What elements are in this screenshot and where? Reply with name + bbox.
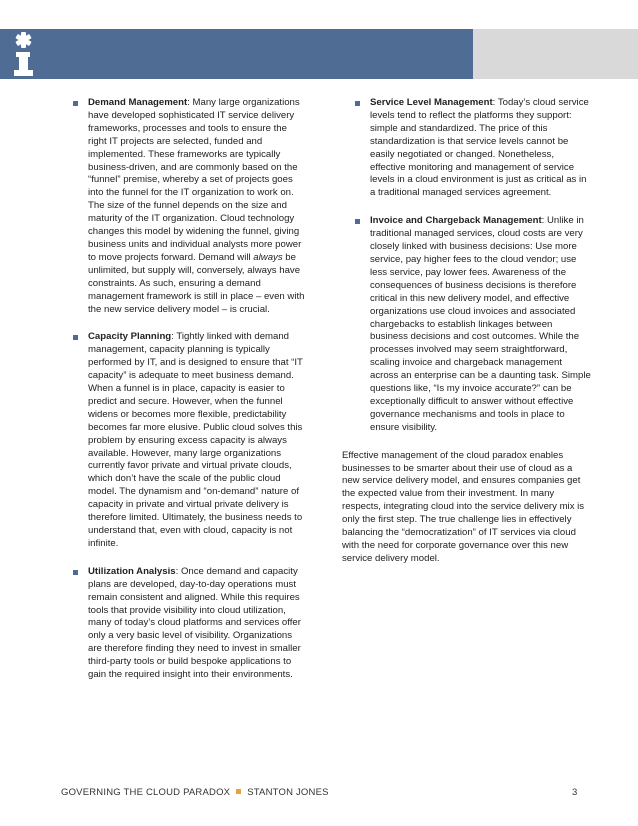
bullet-title: Demand Management	[88, 97, 188, 108]
header-bar-gray	[473, 29, 638, 79]
bullet-emphasis: always	[253, 251, 283, 263]
list-item	[88, 566, 306, 682]
bullet-title: Service Level Management	[370, 97, 493, 108]
footer-title: GOVERNING THE CLOUD PARADOX	[61, 787, 231, 798]
list-item	[88, 331, 306, 550]
footer-separator-square	[236, 789, 241, 794]
bullet-body: : Today’s cloud service levels tend to reflect the platforms they support: simple and standardized. The price of this standardization is that service levels cannot be easily negotiated or changed. Nonetheless, effective monitoring and management of service levels in a cloud environment is just as critical as in a traditional managed services agreement.	[370, 97, 589, 199]
info-i-icon	[6, 30, 42, 78]
closing-paragraph: Effective management of the cloud paradox enables businesses to be smarter about their use of cloud as a new service delivery model, and ensures companies get the expected value from their investment. In many respects, integrating cloud into the service delivery mix is only the first step. The true challenge lies in effectively balancing the “democratization” of IT services via cloud with the need for corporate governance over this new service delivery model.	[342, 449, 585, 564]
bullet-title: Capacity Planning	[88, 331, 172, 343]
list-item	[370, 97, 592, 200]
bullet-body: : Once demand and capacity plans are developed, day-to-day operations must remain consistent and aligned. While this requires tools that provide visibility into cloud utilization, many of today’s cloud platforms and services offer only a very basic level of visibility. Organizations are therefore finding they need to invest in smaller third-party tools or build bespoke applications to gain the required insight into their environments.	[88, 565, 301, 681]
bullet-title: Utilization Analysis	[88, 565, 176, 577]
bullet-body: : Unlike in traditional managed services, cloud costs are very closely linked with business decisions: Use more service, pay higher fees to the cloud vendor; use less service, pay lower fees. Awareness of the consequences of business decisions is therefore critical in this new delivery model, and effective organizations use cloud invoices and associated chargebacks to establish linkages between business decisions and cost outcomes. While the processes involved may seem straightforward, scaling invoice and chargeback management across an enterprise can be a daunting task. Simple questions like, “Is my invoice accurate?” can be exceptionally difficult to answer without effective governance mechanisms and tools in place to ensure visibility.	[370, 215, 591, 433]
header-bar	[0, 29, 473, 79]
footer-author: STANTON JONES	[247, 787, 329, 798]
bullet-body: : Tightly linked with demand management, capacity planning is typically performed by IT, and is designed to ensure that “IT capacity” is adequate to meet business demand. When a funnel is in place, capacity is easier to predict and secure. However, when the funnel widens or becomes more flexible, predictability becomes far more elusive. Public cloud solves this problem by ensuring excess capacity is always available. However, many large organizations currently favor private and virtual private clouds, which don’t have the scale of the public cloud model. The dynamism and “on-demand” nature of capacity in private and virtual private delivery is therefore limited. Ultimately, the business needs to understand that, even with cloud, capacity is not infinite.	[88, 331, 303, 549]
list-item	[370, 215, 592, 434]
right-column	[342, 97, 592, 566]
bullet-body-end: be unlimited, but supply will, conversely, always have constraints. As such, ensuring a demand management framework is still in place – even with the new service delivery model – is crucial.	[88, 251, 305, 315]
left-column	[88, 97, 306, 697]
bullet-title: Invoice and Chargeback Management	[370, 215, 542, 227]
page-number: 3	[572, 787, 578, 798]
list-item	[88, 97, 306, 316]
footer	[61, 787, 329, 798]
bullet-body: : Many large organizations have developed sophisticated IT service delivery frameworks, processes and tools to ensure the right IT projects are selected, funded and implemented. These frameworks are typically business-driven, and are commonly based on the “funnel” premise, whereby a set of projects goes into the funnel for the IT organization to work on. The size of the funnel depends on the size and maturity of the IT organization. Cloud technology changes this model by widening the funnel, giving business units and individual analysts more power to move projects forward. Demand will	[88, 97, 302, 263]
